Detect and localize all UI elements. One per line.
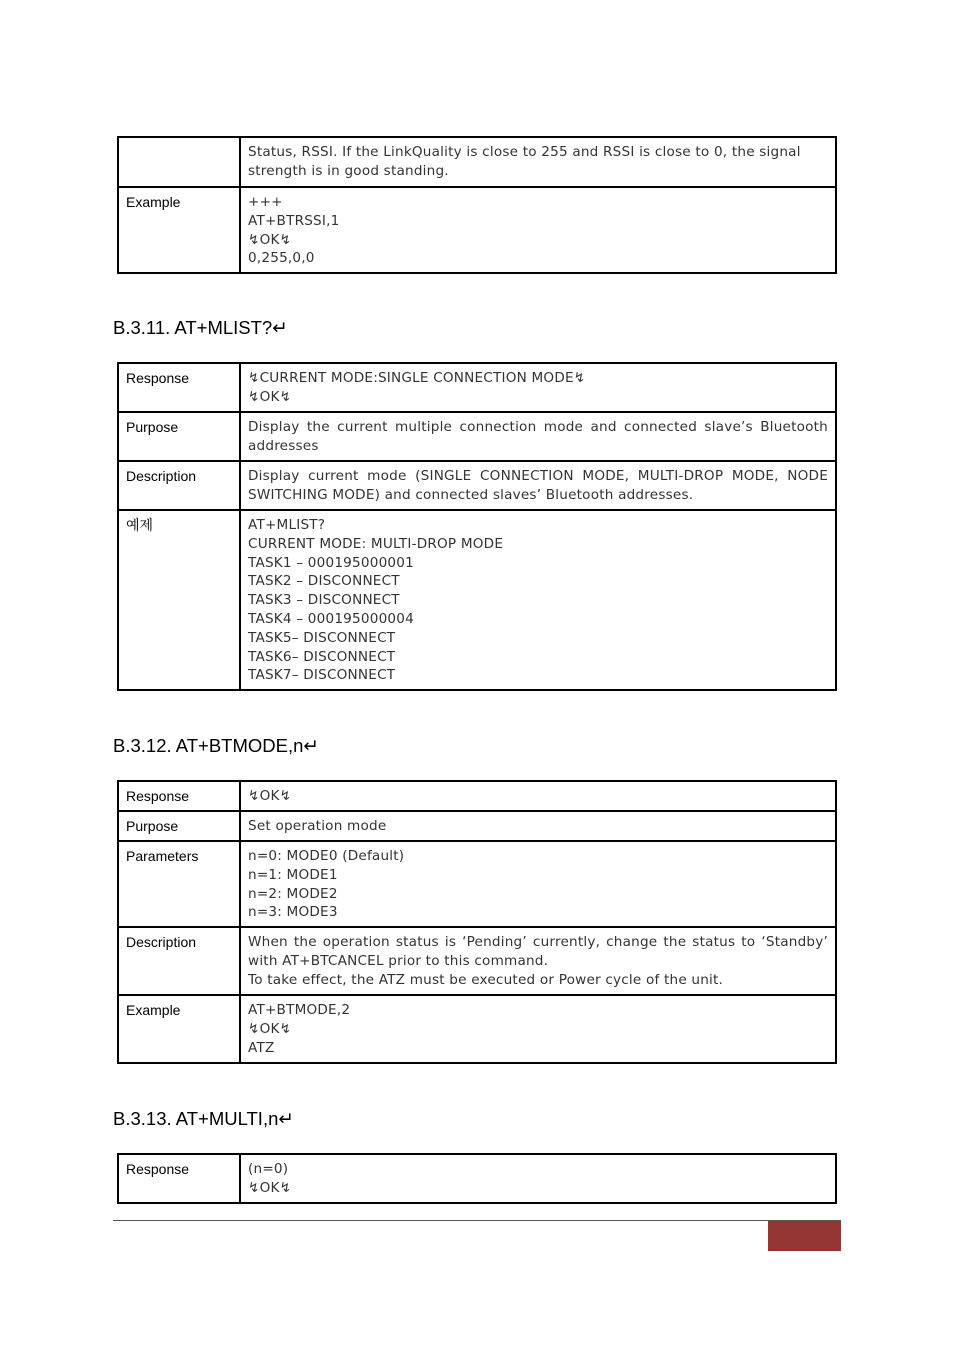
table-row bbox=[118, 461, 836, 510]
table-row bbox=[118, 1154, 836, 1203]
value-line: Display current mode (SINGLE CONNECTION MODE, MULTI-DROP MODE, NODE SWITCHING MODE) and connected slaves’ Bluetooth addresses. bbox=[248, 468, 828, 503]
table-row bbox=[118, 412, 836, 461]
row-value bbox=[240, 811, 836, 841]
table-row bbox=[118, 781, 836, 811]
row-label: Example bbox=[118, 995, 240, 1063]
value-line: ↯OK↯ bbox=[248, 1179, 292, 1196]
row-label: Purpose bbox=[118, 412, 240, 461]
table-row bbox=[118, 995, 836, 1063]
row-value bbox=[240, 927, 836, 995]
row-label: Response bbox=[118, 363, 240, 412]
value-line: ↯OK↯ bbox=[248, 788, 292, 804]
table-multi bbox=[117, 1153, 837, 1204]
value-line: Set operation mode bbox=[248, 818, 387, 834]
table-mlist bbox=[117, 362, 837, 691]
table-row bbox=[118, 927, 836, 995]
value-line: TASK6– DISCONNECT bbox=[248, 648, 396, 665]
row-value bbox=[240, 841, 836, 927]
row-value bbox=[240, 781, 836, 811]
value-line: (n=0) bbox=[248, 1161, 289, 1177]
value-line: TASK3 – DISCONNECT bbox=[248, 592, 400, 609]
table-row bbox=[118, 510, 836, 690]
value-line: n=1: MODE1 bbox=[248, 866, 338, 883]
value-line: TASK2 – DISCONNECT bbox=[248, 573, 400, 590]
row-label: 예제 bbox=[118, 510, 240, 690]
value-line: AT+BTRSSI,1 bbox=[248, 212, 340, 229]
section-heading-mlist: B.3.11. AT+MLIST?↵ bbox=[113, 317, 288, 338]
value-line: n=3: MODE3 bbox=[248, 904, 338, 921]
row-label: Response bbox=[118, 1154, 240, 1203]
value-line: CURRENT MODE: MULTI-DROP MODE bbox=[248, 535, 504, 552]
value-line: When the operation status is ‘Pending’ currently, change the status to ‘Standby’ with AT+BTCANCEL prior to this command. bbox=[248, 934, 828, 969]
value-line: ATZ bbox=[248, 1039, 275, 1056]
value-line: ↯OK↯ bbox=[248, 231, 292, 248]
value-line: TASK1 – 000195000001 bbox=[248, 554, 414, 571]
row-value bbox=[240, 137, 836, 187]
value-line: AT+MLIST? bbox=[248, 517, 326, 533]
row-label: Example bbox=[118, 187, 240, 273]
value-line: To take effect, the ATZ must be executed or Power cycle of the unit. bbox=[248, 971, 724, 988]
section-heading-btmode: B.3.12. AT+BTMODE,n↵ bbox=[113, 735, 319, 756]
row-value bbox=[240, 995, 836, 1063]
value-line: TASK5– DISCONNECT bbox=[248, 629, 396, 646]
row-value bbox=[240, 1154, 836, 1203]
row-label bbox=[118, 137, 240, 187]
value-line: n=2: MODE2 bbox=[248, 885, 338, 902]
row-label: Description bbox=[118, 461, 240, 510]
table-btmode bbox=[117, 780, 837, 1064]
value-line: 0,255,0,0 bbox=[248, 250, 315, 267]
value-line: n=0: MODE0 (Default) bbox=[248, 848, 405, 864]
row-label: Description bbox=[118, 927, 240, 995]
table-row bbox=[118, 811, 836, 841]
table-row bbox=[118, 137, 836, 187]
value-line: ↯OK↯ bbox=[248, 388, 292, 405]
row-value bbox=[240, 461, 836, 510]
value-line: +++ bbox=[248, 194, 283, 210]
value-line: Display the current multiple connection mode and connected slave’s Bluetooth addresses bbox=[248, 419, 828, 454]
table-row bbox=[118, 841, 836, 927]
row-label: Parameters bbox=[118, 841, 240, 927]
footer-page-marker bbox=[768, 1221, 841, 1251]
row-value bbox=[240, 510, 836, 690]
value-line: TASK4 – 000195000004 bbox=[248, 610, 414, 627]
row-label: Response bbox=[118, 781, 240, 811]
section-heading-multi: B.3.13. AT+MULTI,n↵ bbox=[113, 1108, 294, 1129]
value-line: TASK7– DISCONNECT bbox=[248, 667, 396, 684]
row-value bbox=[240, 412, 836, 461]
row-value bbox=[240, 187, 836, 273]
table-row bbox=[118, 187, 836, 273]
table-row bbox=[118, 363, 836, 412]
row-label: Purpose bbox=[118, 811, 240, 841]
value-line: AT+BTMODE,2 bbox=[248, 1002, 351, 1019]
table-btrssi-continued bbox=[117, 136, 837, 274]
value-line: ↯CURRENT MODE:SINGLE CONNECTION MODE↯ bbox=[248, 370, 586, 386]
footer-divider bbox=[113, 1220, 841, 1221]
value-line: Status, RSSI. If the LinkQuality is close to 255 and RSSI is close to 0, the signal strength is in good standing. bbox=[248, 144, 801, 179]
value-line: ↯OK↯ bbox=[248, 1020, 292, 1037]
row-value bbox=[240, 363, 836, 412]
